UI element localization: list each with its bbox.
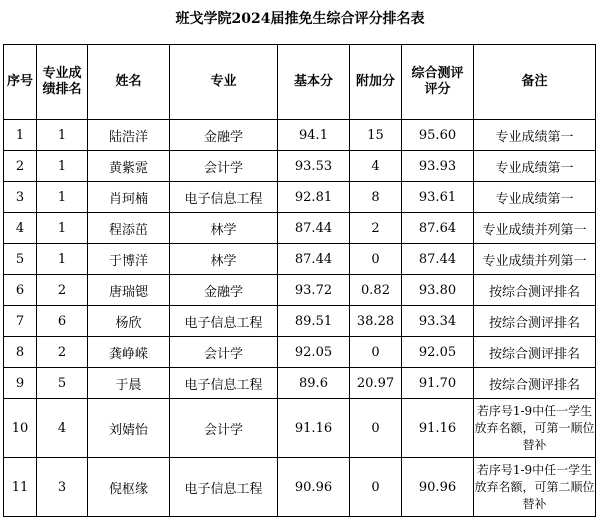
table-row [4,151,596,182]
cell-index: 9 [4,368,37,399]
cell-major-rank: 1 [37,213,88,244]
cell-major-rank: 1 [37,151,88,182]
cell-note: 按综合测评排名 [474,368,596,399]
cell-index: 1 [4,120,37,151]
cell-major: 电子信息工程 [170,182,278,213]
cell-note: 专业成绩第一 [474,182,596,213]
header-cell-major: 专业 [170,45,278,120]
cell-base-score: 94.1 [278,120,350,151]
cell-index: 7 [4,306,37,337]
cell-bonus-score: 0.82 [350,275,402,306]
cell-major-rank: 3 [37,458,88,517]
table-row [4,337,596,368]
header-cell-base-score: 基本分 [278,45,350,120]
cell-bonus-score: 20.97 [350,368,402,399]
cell-total-score: 93.34 [402,306,474,337]
cell-name: 陆浩洋 [88,120,170,151]
cell-total-score: 93.80 [402,275,474,306]
cell-total-score: 92.05 [402,337,474,368]
cell-bonus-score: 15 [350,120,402,151]
cell-total-score: 93.61 [402,182,474,213]
cell-name: 于博洋 [88,244,170,275]
cell-name: 杨欣 [88,306,170,337]
cell-major: 电子信息工程 [170,306,278,337]
cell-base-score: 92.81 [278,182,350,213]
cell-base-score: 90.96 [278,458,350,517]
table-row [4,213,596,244]
header-cell-bonus-score: 附加分 [350,45,402,120]
cell-index: 10 [4,399,37,458]
cell-note: 按综合测评排名 [474,306,596,337]
cell-major-rank: 6 [37,306,88,337]
cell-bonus-score: 4 [350,151,402,182]
cell-index: 6 [4,275,37,306]
cell-note: 专业成绩第一 [474,151,596,182]
cell-bonus-score: 38.28 [350,306,402,337]
page-title: 班戈学院2024届推免生综合评分排名表 [175,11,425,27]
cell-note: 若序号1-9中任一学生放弃名额，可第二顺位替补 [474,458,596,517]
cell-base-score: 89.6 [278,368,350,399]
table-row [4,399,596,458]
cell-major-rank: 2 [37,275,88,306]
cell-base-score: 93.72 [278,275,350,306]
cell-total-score: 93.93 [402,151,474,182]
header-cell-index: 序号 [4,45,37,120]
cell-major: 林学 [170,244,278,275]
table-row [4,458,596,517]
cell-name: 唐瑞锶 [88,275,170,306]
cell-name: 刘婧怡 [88,399,170,458]
cell-major: 电子信息工程 [170,458,278,517]
table-row [4,306,596,337]
cell-note: 按综合测评排名 [474,275,596,306]
cell-note: 按综合测评排名 [474,337,596,368]
cell-bonus-score: 0 [350,458,402,517]
cell-bonus-score: 0 [350,337,402,368]
cell-bonus-score: 0 [350,399,402,458]
cell-major: 会计学 [170,337,278,368]
cell-bonus-score: 0 [350,244,402,275]
cell-major: 电子信息工程 [170,368,278,399]
cell-name: 黄紫霓 [88,151,170,182]
cell-note: 专业成绩并列第一 [474,213,596,244]
ranking-table [3,44,596,517]
cell-major-rank: 2 [37,337,88,368]
cell-total-score: 90.96 [402,458,474,517]
cell-base-score: 89.51 [278,306,350,337]
cell-total-score: 91.16 [402,399,474,458]
cell-major: 金融学 [170,120,278,151]
table-header-row [4,45,596,120]
table-row [4,275,596,306]
cell-name: 于晨 [88,368,170,399]
table-row [4,368,596,399]
cell-major-rank: 1 [37,182,88,213]
cell-total-score: 95.60 [402,120,474,151]
header-cell-major-rank: 专业成绩排名 [37,45,88,120]
cell-major: 金融学 [170,275,278,306]
cell-base-score: 92.05 [278,337,350,368]
cell-note: 专业成绩并列第一 [474,244,596,275]
cell-index: 4 [4,213,37,244]
cell-note: 若序号1-9中任一学生放弃名额，可第一顺位替补 [474,399,596,458]
cell-index: 5 [4,244,37,275]
cell-bonus-score: 2 [350,213,402,244]
header-cell-note: 备注 [474,45,596,120]
cell-name: 龚峥嵘 [88,337,170,368]
header-cell-name: 姓名 [88,45,170,120]
cell-major: 林学 [170,213,278,244]
cell-name: 程添茁 [88,213,170,244]
cell-index: 3 [4,182,37,213]
header-cell-total-score: 综合测评评分 [402,45,474,120]
cell-base-score: 87.44 [278,244,350,275]
cell-total-score: 91.70 [402,368,474,399]
cell-major: 会计学 [170,151,278,182]
cell-major-rank: 4 [37,399,88,458]
table-row [4,182,596,213]
cell-major-rank: 1 [37,120,88,151]
cell-major: 会计学 [170,399,278,458]
cell-bonus-score: 8 [350,182,402,213]
cell-base-score: 91.16 [278,399,350,458]
cell-major-rank: 5 [37,368,88,399]
cell-total-score: 87.44 [402,244,474,275]
cell-index: 11 [4,458,37,517]
cell-index: 8 [4,337,37,368]
cell-name: 肖珂楠 [88,182,170,213]
table-row [4,120,596,151]
table-row [4,244,596,275]
cell-index: 2 [4,151,37,182]
cell-base-score: 87.44 [278,213,350,244]
cell-note: 专业成绩第一 [474,120,596,151]
cell-major-rank: 1 [37,244,88,275]
cell-name: 倪枢缘 [88,458,170,517]
cell-base-score: 93.53 [278,151,350,182]
cell-total-score: 87.64 [402,213,474,244]
